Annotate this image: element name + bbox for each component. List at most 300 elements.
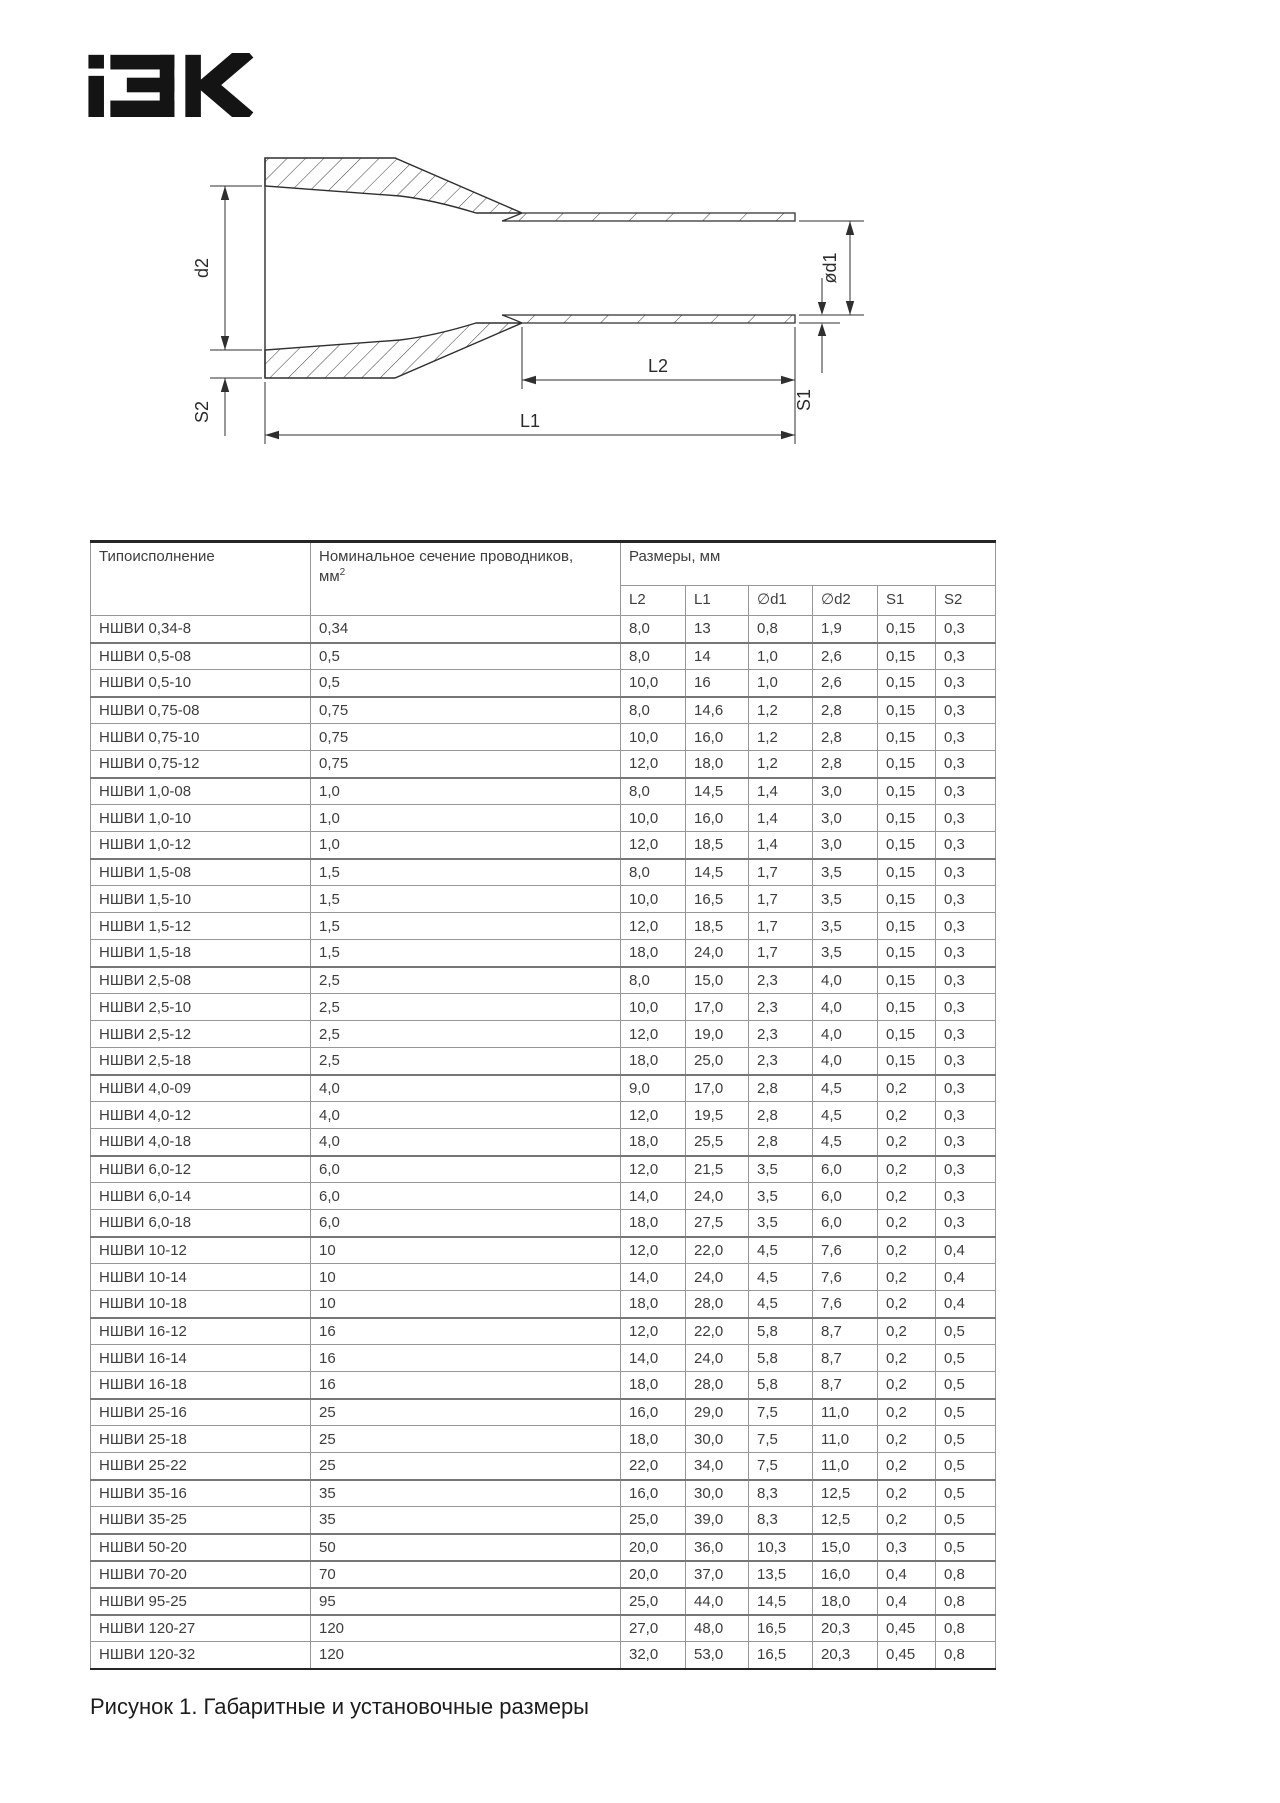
cell-s1: 0,15 xyxy=(878,913,936,940)
cell-section: 1,0 xyxy=(311,832,621,859)
cell-d2: 4,0 xyxy=(813,1048,878,1075)
cell-type: НШВИ 1,5-08 xyxy=(91,859,311,886)
cell-s2: 0,5 xyxy=(936,1453,996,1480)
cell-section: 25 xyxy=(311,1453,621,1480)
cell-s2: 0,3 xyxy=(936,616,996,643)
cell-d2: 7,6 xyxy=(813,1264,878,1291)
cell-s1: 0,2 xyxy=(878,1318,936,1345)
cell-l1: 21,5 xyxy=(686,1156,749,1183)
cell-type: НШВИ 10-14 xyxy=(91,1264,311,1291)
cell-s2: 0,4 xyxy=(936,1237,996,1264)
cell-s2: 0,3 xyxy=(936,1021,996,1048)
cell-section: 6,0 xyxy=(311,1183,621,1210)
cell-d1: 1,7 xyxy=(749,886,813,913)
table-row xyxy=(91,1156,996,1183)
table-row xyxy=(91,1615,996,1642)
cell-s2: 0,3 xyxy=(936,805,996,832)
cell-section: 0,5 xyxy=(311,643,621,670)
header-section-line1: Номинальное сечение проводников, xyxy=(319,548,574,565)
cell-d2: 4,0 xyxy=(813,994,878,1021)
cell-d2: 6,0 xyxy=(813,1156,878,1183)
cell-section: 35 xyxy=(311,1507,621,1534)
cell-l2: 14,0 xyxy=(621,1264,686,1291)
table-row xyxy=(91,1210,996,1237)
cell-l2: 18,0 xyxy=(621,1291,686,1318)
cell-l2: 10,0 xyxy=(621,670,686,697)
cell-l2: 12,0 xyxy=(621,913,686,940)
table-row xyxy=(91,967,996,994)
cell-l1: 16,5 xyxy=(686,886,749,913)
cell-l1: 44,0 xyxy=(686,1588,749,1615)
cell-l1: 19,5 xyxy=(686,1102,749,1129)
header-section xyxy=(311,542,621,616)
cell-s1: 0,2 xyxy=(878,1480,936,1507)
cell-l1: 22,0 xyxy=(686,1318,749,1345)
cell-section: 10 xyxy=(311,1264,621,1291)
cell-l2: 27,0 xyxy=(621,1615,686,1642)
cell-type: НШВИ 16-12 xyxy=(91,1318,311,1345)
cell-d1: 1,2 xyxy=(749,697,813,724)
cell-d1: 13,5 xyxy=(749,1561,813,1588)
cell-d2: 2,8 xyxy=(813,697,878,724)
cell-d2: 8,7 xyxy=(813,1372,878,1399)
cell-s2: 0,3 xyxy=(936,778,996,805)
cell-s2: 0,5 xyxy=(936,1426,996,1453)
cell-s2: 0,3 xyxy=(936,1075,996,1102)
cell-d2: 11,0 xyxy=(813,1399,878,1426)
cell-l1: 19,0 xyxy=(686,1021,749,1048)
cell-type: НШВИ 1,5-18 xyxy=(91,940,311,967)
table-row xyxy=(91,1102,996,1129)
cell-l2: 8,0 xyxy=(621,859,686,886)
dim-label-l2: L2 xyxy=(647,356,669,376)
cell-s2: 0,3 xyxy=(936,1156,996,1183)
cell-section: 70 xyxy=(311,1561,621,1588)
cell-d2: 2,6 xyxy=(813,670,878,697)
cell-type: НШВИ 2,5-12 xyxy=(91,1021,311,1048)
cell-type: НШВИ 50-20 xyxy=(91,1534,311,1561)
cell-section: 10 xyxy=(311,1237,621,1264)
table-row xyxy=(91,805,996,832)
cell-section: 25 xyxy=(311,1399,621,1426)
cell-l1: 18,5 xyxy=(686,832,749,859)
cell-s2: 0,5 xyxy=(936,1372,996,1399)
cell-section: 6,0 xyxy=(311,1156,621,1183)
cell-type: НШВИ 4,0-09 xyxy=(91,1075,311,1102)
cell-l2: 18,0 xyxy=(621,1210,686,1237)
dim-label-d2: d2 xyxy=(192,257,212,279)
cell-type: НШВИ 120-32 xyxy=(91,1642,311,1669)
cell-s1: 0,45 xyxy=(878,1615,936,1642)
cell-section: 2,5 xyxy=(311,1048,621,1075)
cell-l1: 16,0 xyxy=(686,805,749,832)
cell-type: НШВИ 0,75-10 xyxy=(91,724,311,751)
cell-section: 16 xyxy=(311,1345,621,1372)
cell-d1: 2,3 xyxy=(749,1048,813,1075)
cell-type: НШВИ 6,0-18 xyxy=(91,1210,311,1237)
cell-type: НШВИ 0,75-08 xyxy=(91,697,311,724)
cell-type: НШВИ 10-12 xyxy=(91,1237,311,1264)
cell-s1: 0,15 xyxy=(878,778,936,805)
cell-d1: 2,8 xyxy=(749,1102,813,1129)
cell-type: НШВИ 2,5-10 xyxy=(91,994,311,1021)
table-row xyxy=(91,1075,996,1102)
cell-section: 1,0 xyxy=(311,805,621,832)
cell-section: 1,0 xyxy=(311,778,621,805)
cell-d2: 6,0 xyxy=(813,1210,878,1237)
cell-type: НШВИ 0,5-10 xyxy=(91,670,311,697)
cell-l2: 10,0 xyxy=(621,886,686,913)
table-row xyxy=(91,1588,996,1615)
cell-s2: 0,5 xyxy=(936,1345,996,1372)
cell-d2: 20,3 xyxy=(813,1615,878,1642)
cell-d1: 2,8 xyxy=(749,1129,813,1156)
cell-s1: 0,15 xyxy=(878,670,936,697)
cell-s1: 0,3 xyxy=(878,1534,936,1561)
table-row xyxy=(91,1453,996,1480)
cell-l1: 24,0 xyxy=(686,1264,749,1291)
cell-l1: 25,5 xyxy=(686,1129,749,1156)
cell-s2: 0,8 xyxy=(936,1642,996,1669)
table-row xyxy=(91,886,996,913)
cell-d1: 1,0 xyxy=(749,643,813,670)
cell-section: 25 xyxy=(311,1426,621,1453)
cell-type: НШВИ 70-20 xyxy=(91,1561,311,1588)
cell-l1: 36,0 xyxy=(686,1534,749,1561)
cell-l2: 12,0 xyxy=(621,1102,686,1129)
cell-d1: 16,5 xyxy=(749,1642,813,1669)
cell-s2: 0,3 xyxy=(936,697,996,724)
cell-d2: 12,5 xyxy=(813,1507,878,1534)
cell-section: 50 xyxy=(311,1534,621,1561)
cell-l1: 28,0 xyxy=(686,1291,749,1318)
cell-s1: 0,2 xyxy=(878,1345,936,1372)
cell-type: НШВИ 1,0-08 xyxy=(91,778,311,805)
cell-d2: 8,7 xyxy=(813,1318,878,1345)
cell-l1: 17,0 xyxy=(686,994,749,1021)
cell-l1: 24,0 xyxy=(686,1183,749,1210)
cell-l2: 12,0 xyxy=(621,1237,686,1264)
cell-section: 0,75 xyxy=(311,751,621,778)
iek-logo-glyphs xyxy=(88,55,241,117)
cell-s1: 0,2 xyxy=(878,1075,936,1102)
cell-type: НШВИ 0,5-08 xyxy=(91,643,311,670)
table-row xyxy=(91,724,996,751)
cell-l1: 14,6 xyxy=(686,697,749,724)
cell-d1: 1,4 xyxy=(749,778,813,805)
cell-s1: 0,15 xyxy=(878,697,936,724)
cell-type: НШВИ 10-18 xyxy=(91,1291,311,1318)
cell-s2: 0,4 xyxy=(936,1291,996,1318)
cell-d1: 5,8 xyxy=(749,1345,813,1372)
cell-type: НШВИ 35-25 xyxy=(91,1507,311,1534)
table-row xyxy=(91,1507,996,1534)
cell-l2: 25,0 xyxy=(621,1507,686,1534)
cell-l1: 30,0 xyxy=(686,1480,749,1507)
table-row xyxy=(91,1534,996,1561)
cell-s1: 0,2 xyxy=(878,1372,936,1399)
cell-l2: 16,0 xyxy=(621,1480,686,1507)
cell-s2: 0,3 xyxy=(936,1183,996,1210)
cell-d1: 10,3 xyxy=(749,1534,813,1561)
cell-s2: 0,3 xyxy=(936,643,996,670)
cell-s2: 0,3 xyxy=(936,1210,996,1237)
cell-d2: 4,0 xyxy=(813,1021,878,1048)
cell-s1: 0,15 xyxy=(878,1021,936,1048)
table-row xyxy=(91,616,996,643)
dim-label-s1: S1 xyxy=(794,388,814,412)
cell-s1: 0,15 xyxy=(878,616,936,643)
cell-d1: 0,8 xyxy=(749,616,813,643)
cell-section: 10 xyxy=(311,1291,621,1318)
cell-l1: 14,5 xyxy=(686,778,749,805)
cell-d1: 1,7 xyxy=(749,940,813,967)
cell-l2: 18,0 xyxy=(621,1426,686,1453)
ferrule-spec-table xyxy=(90,540,996,1670)
cell-s2: 0,3 xyxy=(936,1048,996,1075)
cell-s1: 0,15 xyxy=(878,886,936,913)
cell-d1: 1,2 xyxy=(749,724,813,751)
cell-type: НШВИ 1,0-12 xyxy=(91,832,311,859)
table-row xyxy=(91,1345,996,1372)
header-section-line2: мм xyxy=(319,567,340,585)
cell-type: НШВИ 4,0-18 xyxy=(91,1129,311,1156)
cell-l2: 18,0 xyxy=(621,940,686,967)
cell-l1: 13 xyxy=(686,616,749,643)
table-row xyxy=(91,670,996,697)
cell-type: НШВИ 25-22 xyxy=(91,1453,311,1480)
cell-type: НШВИ 35-16 xyxy=(91,1480,311,1507)
cell-s2: 0,8 xyxy=(936,1615,996,1642)
cell-l2: 16,0 xyxy=(621,1399,686,1426)
header-l1: L1 xyxy=(686,586,749,616)
cell-type: НШВИ 16-14 xyxy=(91,1345,311,1372)
cell-d1: 16,5 xyxy=(749,1615,813,1642)
table-row xyxy=(91,1183,996,1210)
cell-l2: 20,0 xyxy=(621,1534,686,1561)
cell-l1: 48,0 xyxy=(686,1615,749,1642)
cell-section: 1,5 xyxy=(311,859,621,886)
cell-l2: 10,0 xyxy=(621,994,686,1021)
cell-d2: 4,0 xyxy=(813,967,878,994)
table-row xyxy=(91,643,996,670)
cell-type: НШВИ 120-27 xyxy=(91,1615,311,1642)
cell-d2: 11,0 xyxy=(813,1453,878,1480)
cell-s1: 0,2 xyxy=(878,1210,936,1237)
cell-section: 2,5 xyxy=(311,1021,621,1048)
cell-d2: 2,8 xyxy=(813,751,878,778)
cell-type: НШВИ 4,0-12 xyxy=(91,1102,311,1129)
cell-d1: 4,5 xyxy=(749,1291,813,1318)
cell-l2: 8,0 xyxy=(621,778,686,805)
cell-l1: 24,0 xyxy=(686,1345,749,1372)
cell-l1: 22,0 xyxy=(686,1237,749,1264)
cell-d1: 1,0 xyxy=(749,670,813,697)
cell-l2: 12,0 xyxy=(621,832,686,859)
cell-type: НШВИ 0,34-8 xyxy=(91,616,311,643)
cell-s2: 0,5 xyxy=(936,1534,996,1561)
cell-l1: 34,0 xyxy=(686,1453,749,1480)
cell-d1: 8,3 xyxy=(749,1480,813,1507)
table-row xyxy=(91,751,996,778)
cell-d1: 1,7 xyxy=(749,859,813,886)
cell-s1: 0,4 xyxy=(878,1588,936,1615)
cell-d2: 3,0 xyxy=(813,832,878,859)
cell-s2: 0,3 xyxy=(936,670,996,697)
cell-s2: 0,3 xyxy=(936,1102,996,1129)
cell-l2: 8,0 xyxy=(621,643,686,670)
cell-s2: 0,3 xyxy=(936,967,996,994)
cell-d2: 15,0 xyxy=(813,1534,878,1561)
cell-type: НШВИ 25-16 xyxy=(91,1399,311,1426)
cell-s2: 0,3 xyxy=(936,1129,996,1156)
cell-l1: 30,0 xyxy=(686,1426,749,1453)
cell-d2: 20,3 xyxy=(813,1642,878,1669)
cell-s1: 0,2 xyxy=(878,1291,936,1318)
cell-section: 120 xyxy=(311,1615,621,1642)
header-d2: ∅d2 xyxy=(813,586,878,616)
cell-s1: 0,15 xyxy=(878,832,936,859)
cell-d1: 2,3 xyxy=(749,967,813,994)
cell-d1: 8,3 xyxy=(749,1507,813,1534)
cell-l1: 14 xyxy=(686,643,749,670)
header-sizes-group: Размеры, мм xyxy=(621,542,996,586)
cell-d1: 5,8 xyxy=(749,1318,813,1345)
cell-section: 2,5 xyxy=(311,967,621,994)
cell-section: 16 xyxy=(311,1372,621,1399)
cell-l1: 18,0 xyxy=(686,751,749,778)
cell-d1: 1,4 xyxy=(749,805,813,832)
dim-label-l1: L1 xyxy=(519,411,541,431)
cell-s2: 0,4 xyxy=(936,1264,996,1291)
cell-d1: 7,5 xyxy=(749,1426,813,1453)
cell-l2: 10,0 xyxy=(621,724,686,751)
cell-d2: 3,5 xyxy=(813,940,878,967)
cell-d1: 1,7 xyxy=(749,913,813,940)
cell-l2: 12,0 xyxy=(621,751,686,778)
ferrule-dimension-drawing xyxy=(150,148,870,478)
table-row xyxy=(91,1372,996,1399)
cell-s1: 0,15 xyxy=(878,643,936,670)
cell-l2: 25,0 xyxy=(621,1588,686,1615)
cell-l1: 14,5 xyxy=(686,859,749,886)
cell-l2: 18,0 xyxy=(621,1129,686,1156)
cell-l1: 37,0 xyxy=(686,1561,749,1588)
cell-section: 1,5 xyxy=(311,940,621,967)
cell-d1: 5,8 xyxy=(749,1372,813,1399)
cell-s1: 0,15 xyxy=(878,724,936,751)
cell-d1: 3,5 xyxy=(749,1156,813,1183)
cell-s1: 0,2 xyxy=(878,1399,936,1426)
table-row xyxy=(91,832,996,859)
cell-d2: 3,0 xyxy=(813,805,878,832)
cell-section: 0,75 xyxy=(311,724,621,751)
table-row xyxy=(91,859,996,886)
cell-type: НШВИ 2,5-08 xyxy=(91,967,311,994)
cell-s2: 0,8 xyxy=(936,1588,996,1615)
cell-s2: 0,3 xyxy=(936,724,996,751)
cell-d1: 7,5 xyxy=(749,1453,813,1480)
table-row xyxy=(91,1642,996,1669)
table-row xyxy=(91,1237,996,1264)
cell-type: НШВИ 1,5-10 xyxy=(91,886,311,913)
cell-s2: 0,3 xyxy=(936,832,996,859)
cell-l2: 8,0 xyxy=(621,616,686,643)
cell-section: 1,5 xyxy=(311,886,621,913)
cell-l2: 12,0 xyxy=(621,1318,686,1345)
table-row xyxy=(91,940,996,967)
cell-type: НШВИ 1,5-12 xyxy=(91,913,311,940)
cell-s1: 0,4 xyxy=(878,1561,936,1588)
cell-section: 16 xyxy=(311,1318,621,1345)
cell-d1: 4,5 xyxy=(749,1237,813,1264)
cell-type: НШВИ 2,5-18 xyxy=(91,1048,311,1075)
cell-d2: 3,5 xyxy=(813,886,878,913)
cell-s1: 0,15 xyxy=(878,859,936,886)
cell-s1: 0,2 xyxy=(878,1156,936,1183)
iek-logo xyxy=(88,53,258,117)
cell-d1: 7,5 xyxy=(749,1399,813,1426)
cell-l2: 12,0 xyxy=(621,1021,686,1048)
cell-l1: 24,0 xyxy=(686,940,749,967)
table-row xyxy=(91,913,996,940)
cell-section: 35 xyxy=(311,1480,621,1507)
dim-label-s2: S2 xyxy=(192,400,212,424)
header-section-sup: 2 xyxy=(339,566,346,578)
cell-l1: 53,0 xyxy=(686,1642,749,1669)
table-row xyxy=(91,1264,996,1291)
table-row xyxy=(91,778,996,805)
cell-l2: 32,0 xyxy=(621,1642,686,1669)
cell-s2: 0,3 xyxy=(936,994,996,1021)
cell-s1: 0,2 xyxy=(878,1453,936,1480)
table-row xyxy=(91,1048,996,1075)
cell-d2: 18,0 xyxy=(813,1588,878,1615)
cell-section: 120 xyxy=(311,1642,621,1669)
cell-s2: 0,3 xyxy=(936,886,996,913)
cell-s2: 0,3 xyxy=(936,913,996,940)
table-row xyxy=(91,1291,996,1318)
cell-d1: 2,8 xyxy=(749,1075,813,1102)
cell-s1: 0,15 xyxy=(878,805,936,832)
table-row xyxy=(91,994,996,1021)
cell-d2: 4,5 xyxy=(813,1129,878,1156)
cell-d1: 2,3 xyxy=(749,1021,813,1048)
table-row xyxy=(91,1426,996,1453)
cell-s2: 0,5 xyxy=(936,1318,996,1345)
cell-d1: 3,5 xyxy=(749,1210,813,1237)
table-row xyxy=(91,1399,996,1426)
cell-type: НШВИ 95-25 xyxy=(91,1588,311,1615)
cell-s1: 0,2 xyxy=(878,1264,936,1291)
cell-l2: 20,0 xyxy=(621,1561,686,1588)
cell-d2: 4,5 xyxy=(813,1102,878,1129)
cell-s2: 0,5 xyxy=(936,1399,996,1426)
cell-d1: 3,5 xyxy=(749,1183,813,1210)
cell-l1: 15,0 xyxy=(686,967,749,994)
header-type: Типоисполнение xyxy=(91,542,311,616)
cell-section: 6,0 xyxy=(311,1210,621,1237)
table-row xyxy=(91,1318,996,1345)
header-l2: L2 xyxy=(621,586,686,616)
cell-s2: 0,3 xyxy=(936,859,996,886)
cell-l1: 27,5 xyxy=(686,1210,749,1237)
cell-d1: 1,2 xyxy=(749,751,813,778)
ferrule-tube-section xyxy=(502,213,795,323)
cell-d2: 11,0 xyxy=(813,1426,878,1453)
cell-d2: 8,7 xyxy=(813,1345,878,1372)
cell-s1: 0,15 xyxy=(878,967,936,994)
